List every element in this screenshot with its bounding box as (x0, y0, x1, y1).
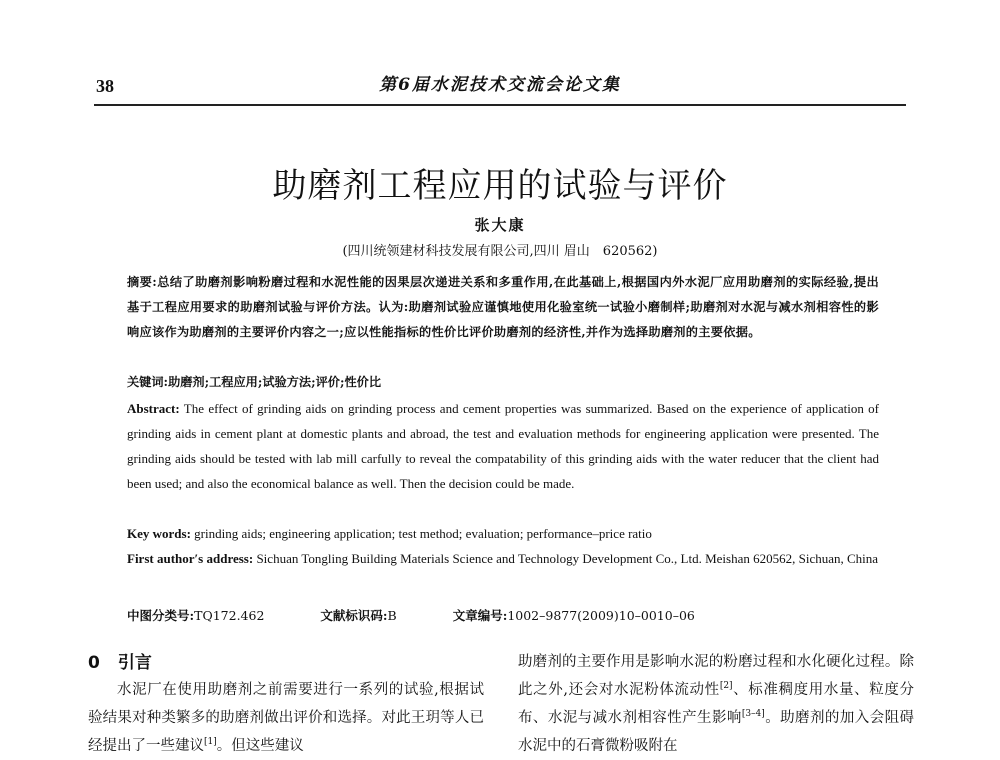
body-left-column (88, 676, 484, 760)
paper-title: 助磨剂工程应用的试验与评价 (272, 166, 728, 206)
citation-ref: [1] (204, 737, 217, 748)
clc-label: 中图分类号: (127, 608, 195, 623)
running-title: 第6届水泥技术交流会论文集 (379, 75, 621, 95)
doc-code-label: 文献标识码: (320, 608, 388, 623)
right-paragraph-c: 。助磨剂的加入会阻碍水泥中的石膏微粉吸附在 (518, 710, 915, 754)
en-address-text: Sichuan Tongling Building Materials Science and Technology Development Co., Ltd. Meishan 620562, Sichuan, China (253, 551, 879, 566)
zh-keywords-text: 助磨剂;工程应用;试验方法;评价;性价比 (168, 375, 382, 389)
en-abstract-text: The effect of grinding aids on grinding process and cement properties was summarized. Based on the experience of application of grinding aids in cement plant at domestic plants and abroad, the test and evaluation methods for engineering application were presented. The grinding aids should be tested with lab mill carfully to reveal the compatability of this grinding aids with the water reducer that the client had been used; and also the economical balance as well. Then the decision could be made. (127, 401, 879, 491)
section-number: 0 (88, 653, 100, 673)
zh-abstract-label: 摘要: (127, 275, 158, 289)
article-number-value: 1002–9877(2009)10–0010–06 (507, 608, 695, 623)
left-paragraph-end: 。但这些建议 (216, 738, 304, 754)
body-right-column (518, 648, 914, 760)
zh-abstract (127, 270, 879, 345)
en-keywords-label: Key words: (127, 526, 191, 541)
en-keywords (127, 521, 879, 546)
clc-value: TQ172.462 (194, 608, 265, 623)
en-keywords-text: grinding aids; engineering application; test method; evaluation; performance–price ratio (190, 526, 652, 541)
right-paragraph-b: 、标准稠度用水量、粒度分布、水泥与减水剂相容性产生影响 (518, 682, 915, 726)
section-heading (88, 648, 152, 673)
en-abstract (127, 396, 879, 496)
zh-abstract-text: 总结了助磨剂影响粉磨过程和水泥性能的因果层次递进关系和多重作用,在此基础上,根据国内外水泥厂应用助磨剂的实际经验,提出基于工程应用要求的助磨剂试验与评价方法。认为:助磨剂试验应谨慎地使用化验室统一试验小磨制样;助磨剂对水泥与减水剂相容性的影响应该作为助磨剂的主要评价内容之一;应以性能指标的性价比评价助磨剂的经济性,并作为选择助磨剂的主要依据。 (127, 275, 879, 339)
header-rule (94, 104, 906, 106)
zh-keywords (127, 370, 879, 395)
zh-keywords-label: 关键词: (127, 375, 169, 389)
page-number: 38 (96, 76, 114, 96)
article-number-label: 文章编号: (452, 608, 508, 623)
author: 张大康 (474, 216, 526, 234)
citation-ref: [3–4] (741, 709, 765, 720)
left-paragraph: 水泥厂在使用助磨剂之前需要进行一系列的试验,根据试验结果对种类繁多的助磨剂做出评价和选择。对此王玥等人已经提出了一些建议 (88, 682, 484, 754)
citation-ref: [2] (719, 681, 733, 692)
en-abstract-label: Abstract: (127, 401, 180, 416)
en-address-label: First author′s address: (127, 551, 254, 566)
classification-line (127, 606, 747, 624)
affiliation: (四川统领建材科技发展有限公司,四川 眉山 620562) (342, 244, 658, 259)
doc-code-value: B (387, 608, 397, 623)
section-title: 引言 (117, 653, 152, 673)
first-author-address (127, 546, 879, 571)
right-paragraph-a: 助磨剂的主要作用是影响水泥的粉磨过程和水化硬化过程。除此之外,还会对水泥粉体流动性 (518, 654, 914, 698)
